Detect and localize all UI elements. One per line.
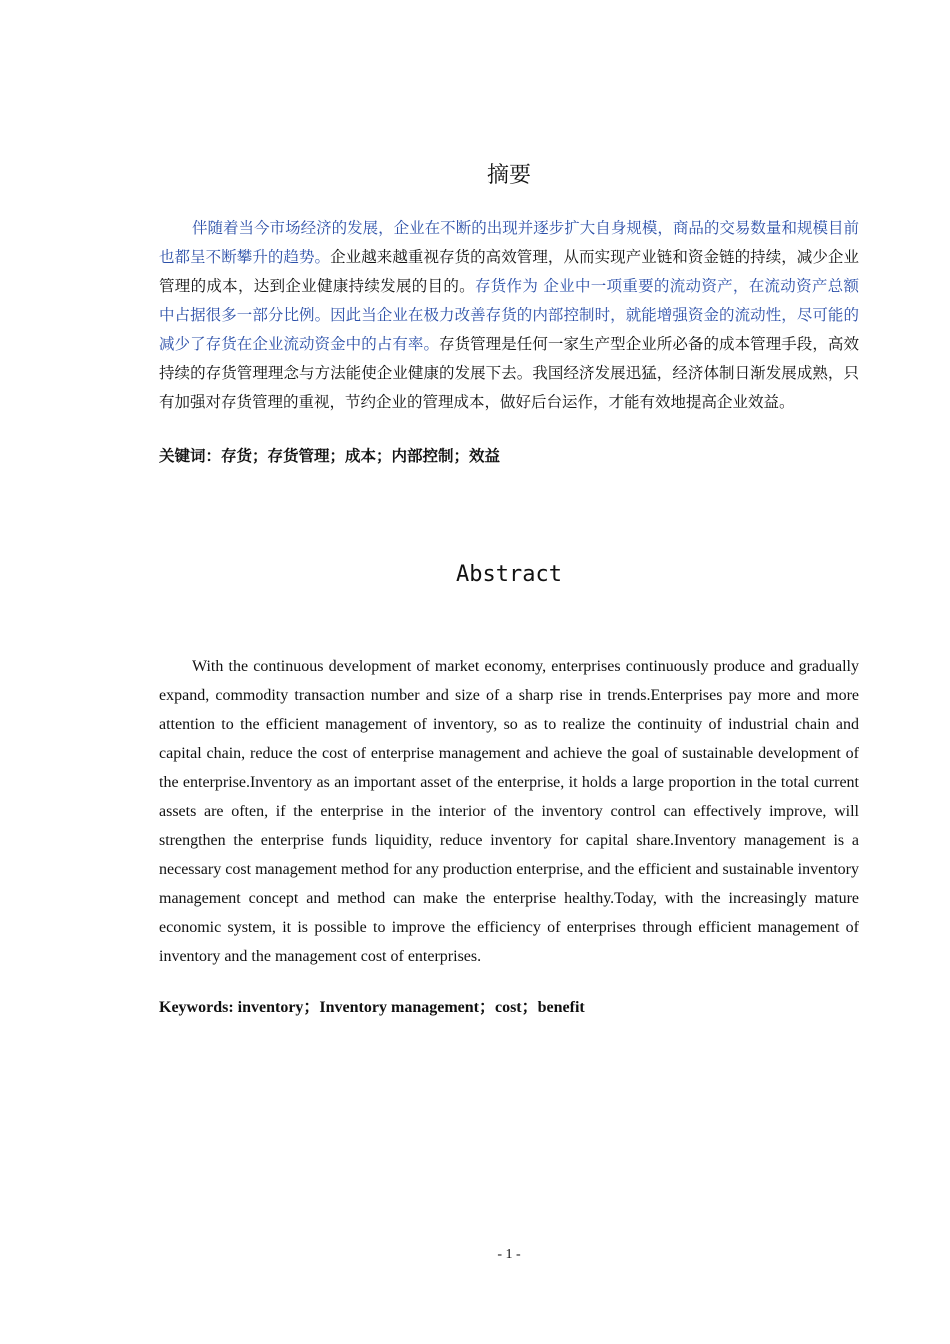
abstract-paragraph-cn	[159, 214, 859, 417]
page-number: - 1 -	[497, 1247, 521, 1262]
abstract-cn-segment-3: 存货作为 企业中一项重要的流动资产，在流动资产总额中占据很多一部分比例。因此当企业在极力改善存货的内部控制时，就能增强资金的流动性，尽可能的减少了存货在企业流动资金中的占有率。	[159, 277, 859, 353]
abstract-cn-segment-1: 伴随着当今市场经济的发展，企业在不断的出现并逐步扩大自身规模，商品的交易数量和规模目前也都呈不断攀升的趋势。	[159, 219, 859, 266]
keywords-cn: 关键词：存货；存货管理；成本；内部控制；效益	[159, 447, 501, 465]
abstract-paragraph-en: With the continuous development of market economy, enterprises continuously produce and gradually expand, commodity transaction number and size of a sharp rise in trends.Enterprises pay more and more attention to the efficient management of inventory, so as to realize the continuity of industrial chain and capital chain, reduce the cost of enterprise management and achieve the goal of sustainable development of the enterprise.Inventory as an important asset of the enterprise, it holds a large proportion in the total current assets are often, if the enterprise in the interior of the inventory control can effectively improve, will strengthen the enterprise funds liquidity, reduce inventory for capital share.Inventory management is a necessary cost management method for any production enterprise, and the efficient and sustainable inventory management concept and method can make the enterprise healthy.Today, with the increasingly mature economic system, it is possible to improve the efficiency of enterprises through efficient management of inventory and the management cost of enterprises.	[159, 658, 859, 965]
keywords-en: Keywords: inventory；Inventory management；cost；benefit	[159, 999, 585, 1016]
abstract-title-en: Abstract	[456, 562, 562, 587]
abstract-cn-segment-2: 企业越来越重视存货的高效管理，从而实现产业链和资金链的持续，减少企业管理的成本，达到企业健康持续发展的目的。	[159, 248, 859, 295]
abstract-cn-segment-4: 存货管理是任何一家生产型企业所必备的成本管理手段，高效持续的存货管理理念与方法能使企业健康的发展下去。我国经济发展迅猛，经济体制日渐发展成熟，只有加强对存货管理的重视，节约企业的管理成本，做好后台运作，才能有效地提高企业效益。	[159, 335, 859, 411]
abstract-title-cn: 摘要	[486, 163, 531, 188]
